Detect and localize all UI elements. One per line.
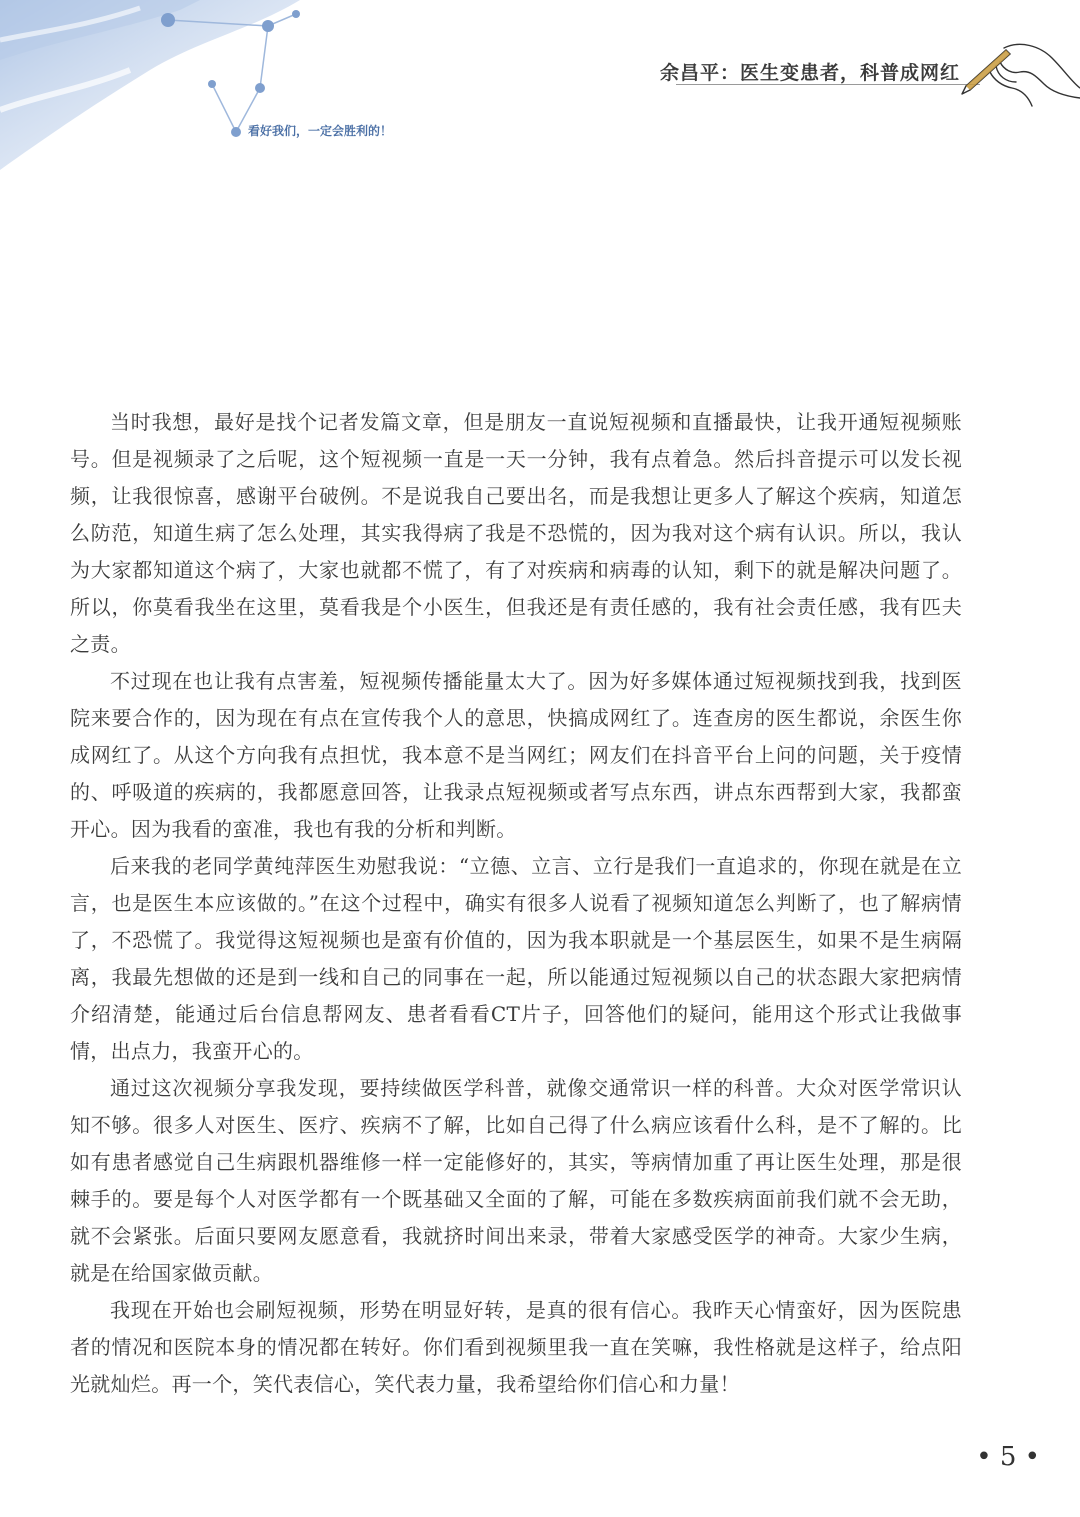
paragraph: 当时我想，最好是找个记者发篇文章，但是朋友一直说短视频和直播最快，让我开通短视频账号。但是视频录了之后呢，这个短视频一直是一天一分钟，我有点着急。然后抖音提示可以发长视频，让我很惊喜，感谢平台破例。不是说我自己要出名，而是我想让更多人了解这个疾病，知道怎么防范，知道生病了怎么处理，其实我得病了我是不恐慌的，因为我对这个病有认识。所以，我认为大家都知道这个病了，大家也就都不慌了，有了对疾病和病毒的认知，剩下的就是解决问题了。所以，你莫看我坐在这里，莫看我是个小医生，但我还是有责任感的，我有社会责任感，我有匹夫之责。 (70, 410, 962, 656)
pen-hand-icon (960, 36, 1080, 126)
header-slogan: 看好我们，一定会胜利的！ (248, 124, 393, 138)
article-body (70, 404, 962, 1403)
paragraph: 不过现在也让我有点害羞，短视频传播能量太大了。因为好多媒体通过短视频找到我，找到医院来要合作的，因为现在有点在宣传我个人的意思，快搞成网红了。连查房的医生都说，余医生你成网红了。从这个方向我有点担忧，我本意不是当网红；网友们在抖音平台上问的问题，关于疫情的、呼吸道的疾病的，我都愿意回答，让我录点短视频或者写点东西，讲点东西帮到大家，我都蛮开心。因为我看的蛮准，我也有我的分析和判断。 (70, 669, 962, 841)
paragraph: 通过这次视频分享我发现，要持续做医学科普，就像交通常识一样的科普。大众对医学常识认知不够。很多人对医生、医疗、疾病不了解，比如自己得了什么病应该看什么科，是不了解的。比如有患者感觉自己生病跟机器维修一样一定能修好的，其实，等病情加重了再让医生处理，那是很棘手的。要是每个人对医学都有一个既基础又全面的了解，可能在多数疾病面前我们就不会无助，就不会紧张。后面只要网友愿意看，我就挤时间出来录，带着大家感受医学的神奇。大家少生病，就是在给国家做贡献。 (70, 1076, 962, 1285)
page-number: • 5 • (976, 1442, 1040, 1472)
title-underline (676, 84, 980, 85)
paragraph: 我现在开始也会刷短视频，形势在明显好转，是真的很有信心。我昨天心情蛮好，因为医院患者的情况和医院本身的情况都在转好。你们看到视频里我一直在笑嘛，我性格就是这样子，给点阳光就灿烂。再一个，笑代表信心，笑代表力量，我希望给你们信心和力量！ (70, 1298, 962, 1396)
running-title: 余昌平：医生变患者，科普成网红 (659, 62, 960, 84)
corner-decoration (0, 0, 360, 190)
paragraph: 后来我的老同学黄纯萍医生劝慰我说：“立德、立言、立行是我们一直追求的，你现在就是在立言，也是医生本应该做的。”在这个过程中，确实有很多人说看了视频知道怎么判断了，也了解病情了，不恐慌了。我觉得这短视频也是蛮有价值的，因为我本职就是一个基层医生，如果不是生病隔离，我最先想做的还是到一线和自己的同事在一起，所以能通过短视频以自己的状态跟大家把病情介绍清楚，能通过后台信息帮网友、患者看看CT片子，回答他们的疑问，能用这个形式让我做事情，出点力，我蛮开心的。 (70, 854, 962, 1063)
